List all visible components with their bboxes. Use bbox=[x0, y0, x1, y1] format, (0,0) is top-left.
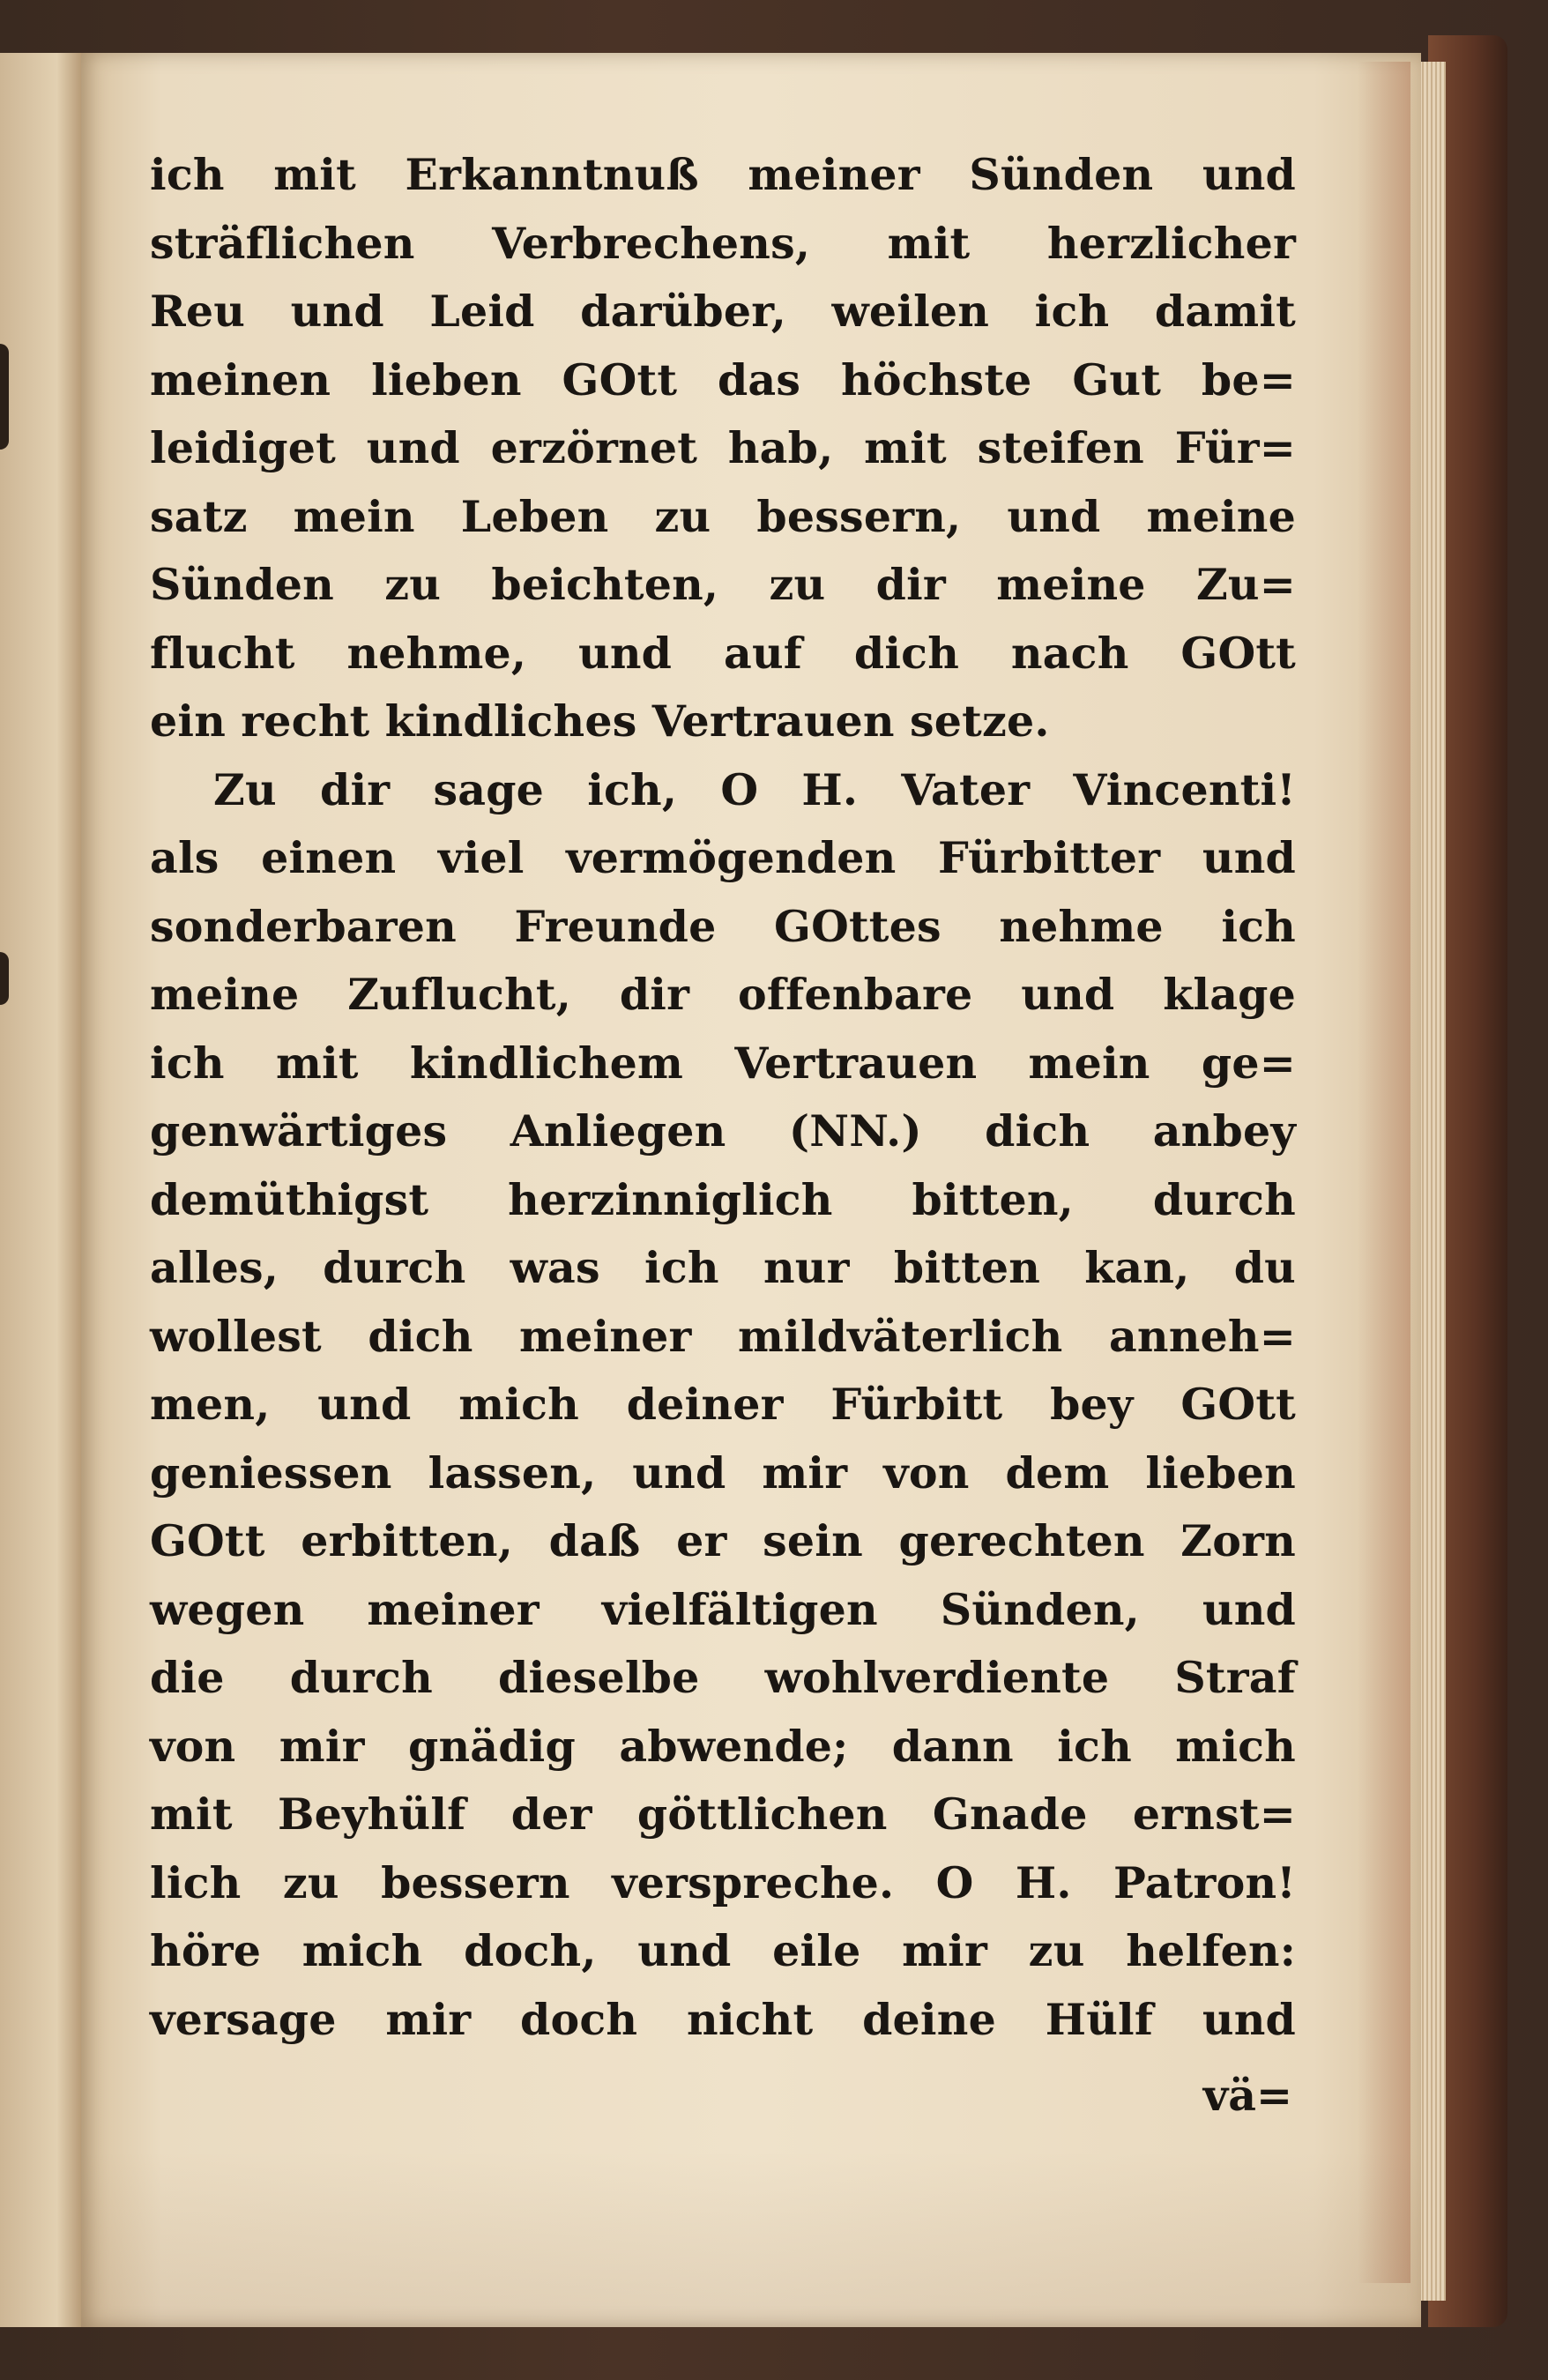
body-text bbox=[150, 141, 1296, 2054]
text-line: Sünden zu beichten, zu dir meine Zu= bbox=[150, 559, 1296, 610]
text-line: höre mich doch, und eile mir zu helfen: bbox=[150, 1925, 1296, 1976]
text-line: ich mit kindlichem Vertrauen mein ge= bbox=[150, 1037, 1296, 1089]
text-line: sträflichen Verbrechens, mit herzlicher bbox=[150, 217, 1296, 269]
text-line: Reu und Leid darüber, weilen ich damit bbox=[150, 286, 1296, 337]
text-line: flucht nehme, und auf dich nach GOtt bbox=[150, 627, 1296, 679]
text-line: men, und mich deiner Fürbitt bey GOtt bbox=[150, 1379, 1296, 1430]
left-page-ink-mark bbox=[0, 952, 9, 1005]
text-line: wegen meiner vielfältigen Sünden, und bbox=[150, 1583, 1296, 1635]
text-line: die durch dieselbe wohlverdiente Straf bbox=[150, 1652, 1296, 1703]
catchword: vä= bbox=[1202, 2070, 1292, 2121]
text-line: geniessen lassen, und mir von dem lieben bbox=[150, 1447, 1296, 1499]
text-line: ich mit Erkanntnuß meiner Sünden und bbox=[150, 149, 1296, 200]
text-line: meinen lieben GOtt das höchste Gut be= bbox=[150, 353, 1296, 405]
text-line: versage mir doch nicht deine Hülf und bbox=[150, 1993, 1296, 2045]
text-line: ein recht kindliches Vertrauen setze. bbox=[150, 695, 1050, 747]
text-line: Zu dir sage ich, O H. Vater Vincenti! bbox=[213, 763, 1296, 815]
text-line: GOtt erbitten, daß er sein gerechten Zorn bbox=[150, 1515, 1296, 1566]
left-page-edge bbox=[0, 53, 81, 2327]
text-line: mit Beyhülf der göttlichen Gnade ernst= bbox=[150, 1789, 1296, 1840]
text-line: meine Zuflucht, dir offenbare und klage bbox=[150, 969, 1296, 1020]
text-line: leidiget und erzörnet hab, mit steifen Für= bbox=[150, 422, 1296, 473]
text-line: sonderbaren Freunde GOttes nehme ich bbox=[150, 900, 1296, 952]
text-line: als einen viel vermögenden Fürbitter und bbox=[150, 832, 1296, 883]
text-line: alles, durch was ich nur bitten kan, du bbox=[150, 1242, 1296, 1293]
text-line: von mir gnädig abwende; dann ich mich bbox=[150, 1720, 1296, 1772]
text-line: genwärtiges Anliegen (NN.) dich anbey bbox=[150, 1105, 1296, 1157]
text-line: satz mein Leben zu bessern, und meine bbox=[150, 490, 1296, 542]
left-page-ink-mark bbox=[0, 344, 9, 450]
text-line: wollest dich meiner mildväterlich anneh= bbox=[150, 1310, 1296, 1362]
page-bottom-margin bbox=[81, 2151, 1421, 2327]
text-line: lich zu bessern verspreche. O H. Patron! bbox=[150, 1856, 1296, 1908]
text-line: demüthigst herzinniglich bitten, durch bbox=[150, 1173, 1296, 1225]
page-stain bbox=[1358, 62, 1410, 2283]
